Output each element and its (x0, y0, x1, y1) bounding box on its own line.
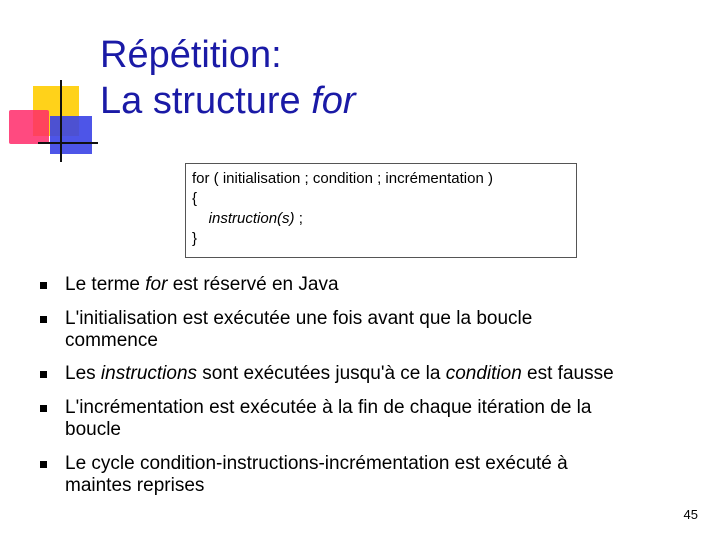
bullet-text (65, 397, 705, 441)
logo-red-square (9, 110, 49, 144)
bullet-text (65, 363, 705, 385)
bullet-text-part: est réservé en Java (167, 274, 339, 295)
syntax-line-3 (192, 209, 576, 229)
bullet-text-line: boucle (65, 419, 121, 440)
bullet-keyword: for (145, 274, 168, 295)
bullet-text-line: commence (65, 330, 158, 351)
bullet-text-line: Le cycle condition-instructions-incrémentation est exécuté à (65, 453, 568, 474)
bullet-marker (40, 405, 47, 412)
bullet-text (65, 308, 705, 352)
logo-blue-square (50, 116, 92, 154)
syntax-line-2: { (192, 190, 198, 207)
bullet-text-part: Le terme (65, 274, 146, 295)
syntax-line-4: } (192, 230, 198, 247)
title-line-2 (100, 78, 356, 124)
bullet-text-part: est fausse (521, 363, 614, 384)
bullet-keyword: instructions (100, 363, 198, 384)
title-keyword: for (311, 80, 356, 122)
logo-vertical-line (60, 80, 62, 162)
syntax-box (185, 163, 577, 258)
bullet-marker (40, 282, 47, 289)
bullet-text-line: L'initialisation est exécutée une fois avant que la boucle (65, 308, 533, 329)
bullet-text-part: Les (65, 363, 101, 384)
title-line-1: Répétition: (100, 34, 282, 76)
bullet-text-line: L'incrémentation est exécutée à la fin de chaque itération de la (65, 397, 592, 418)
bullet-text-part: sont exécutées jusqu'à ce la (197, 363, 446, 384)
bullet-text (65, 453, 705, 497)
bullet-keyword: condition (445, 363, 522, 384)
bullet-text (65, 274, 705, 296)
syntax-instruction: instruction(s) (208, 210, 295, 227)
title-line-2-prefix: La structure (100, 80, 312, 122)
syntax-line-1: for ( initialisation ; condition ; incrémentation ) (192, 170, 493, 187)
bullet-marker (40, 316, 47, 323)
page-number: 45 (683, 507, 698, 522)
bullet-marker (40, 461, 47, 468)
syntax-semicolon: ; (294, 210, 303, 227)
bullet-text-line: maintes reprises (65, 475, 205, 496)
slide-title (100, 32, 356, 124)
logo-horizontal-line (38, 142, 98, 144)
bullet-marker (40, 371, 47, 378)
